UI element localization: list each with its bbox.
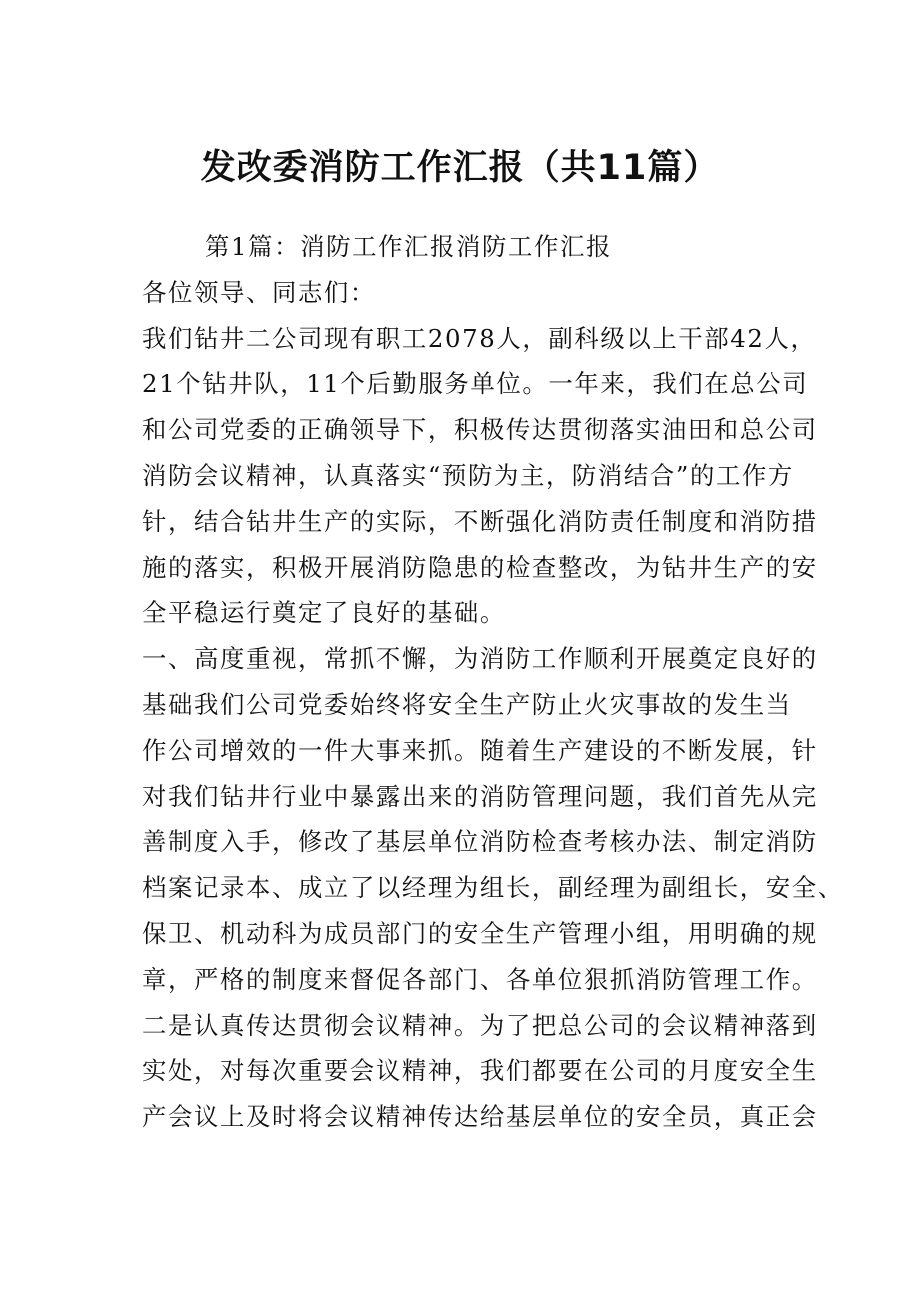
text-line: 作公司增效的一件大事来抓。随着生产建设的不断发展，针 (142, 735, 818, 765)
text-line: 和公司党委的正确领导下，积极传达贯彻落实油田和总公司 (142, 415, 818, 445)
text-line: 档案记录本、成立了以经理为组长，副经理为副组长，安全、 (142, 873, 844, 903)
section-heading: 第1篇：消防工作汇报消防工作汇报 (205, 232, 612, 261)
text-line: 对我们钻井行业中暴露出来的消防管理问题，我们首先从完 (142, 781, 818, 811)
text-line: 实处，对每次重要会议精神，我们都要在公司的月度安全生 (142, 1056, 818, 1086)
text-line: 基础我们公司党委始终将安全生产防止火灾事故的发生当 (142, 689, 792, 719)
text-line: 二是认真传达贯彻会议精神。为了把总公司的会议精神落到 (142, 1010, 818, 1040)
document-title: 发改委消防工作汇报（共11篇） (200, 148, 720, 188)
text-line: 21个钻井队，11个后勤服务单位。一年来，我们在总公司 (142, 369, 809, 399)
text-line: 针，结合钻井生产的实际，不断强化消防责任制度和消防措 (142, 506, 818, 536)
text-line: 全平稳运行奠定了良好的基础。 (142, 598, 506, 628)
text-line: 保卫、机动科为成员部门的安全生产管理小组，用明确的规 (142, 918, 818, 948)
text-line: 善制度入手，修改了基层单位消防检查考核办法、制定消防 (142, 827, 818, 857)
document-body (142, 224, 844, 1140)
text-line: 产会议上及时将会议精神传达给基层单位的安全员，真正会 (142, 1102, 818, 1132)
text-line: 章，严格的制度来督促各部门、各单位狠抓消防管理工作。 (142, 964, 818, 994)
text-line: 一、高度重视，常抓不懈，为消防工作顺利开展奠定良好的 (142, 644, 818, 674)
text-line: 消防会议精神，认真落实“预防为主，防消结合”的工作方 (142, 460, 794, 490)
text-line: 施的落实，积极开展消防隐患的检查整改，为钻井生产的安 (142, 552, 818, 582)
salutation-line: 各位领导、同志们： (142, 277, 376, 307)
text-line: 我们钻井二公司现有职工2078人，副科级以上干部42人， (142, 323, 817, 353)
